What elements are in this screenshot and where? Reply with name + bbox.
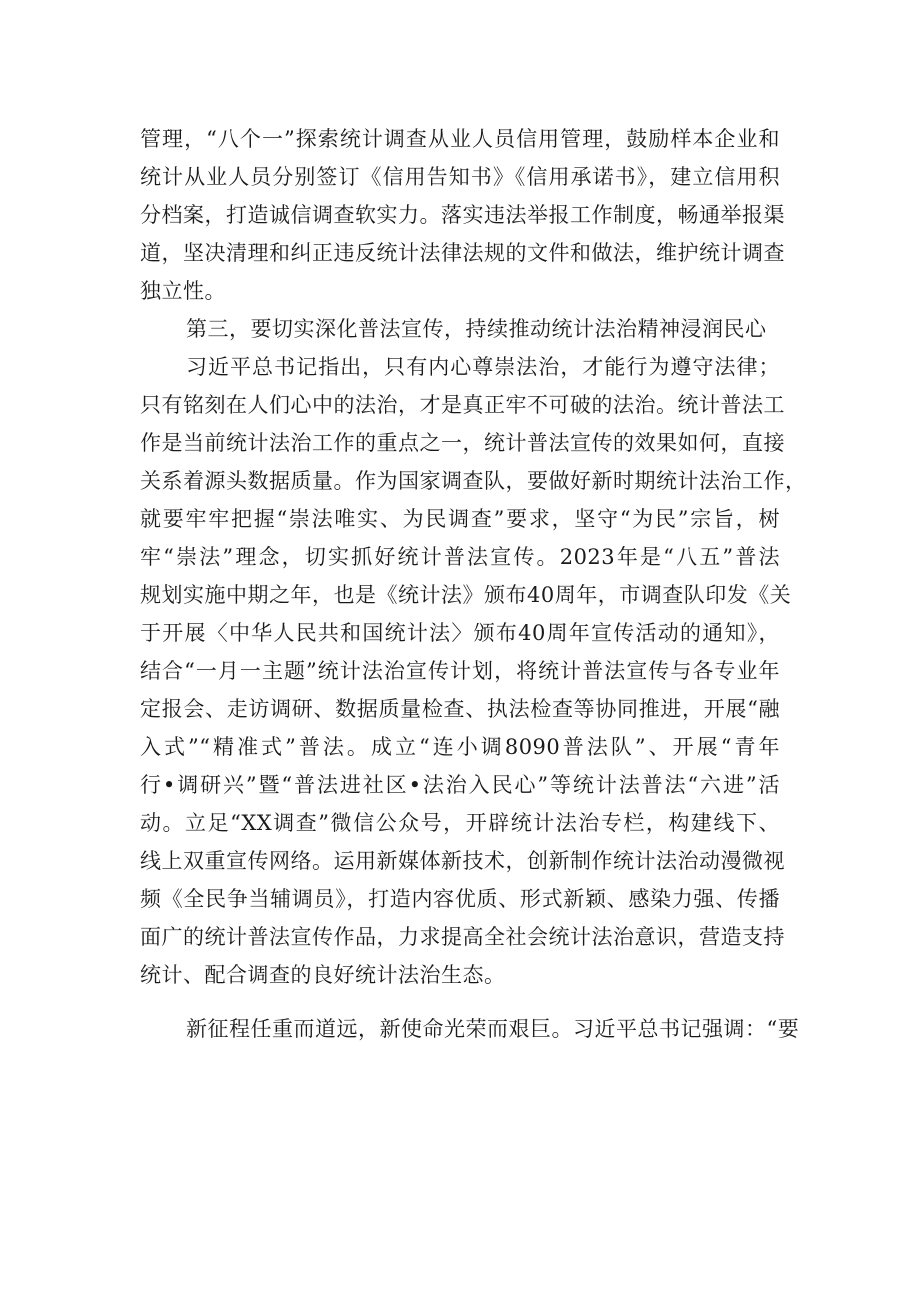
paragraph-line: 牢“崇法”理念，切实抓好统计普法宣传。2023年是“八五”普法 [140,545,780,569]
document-body [140,120,807,1048]
paragraph-spacer [140,994,780,1010]
paragraph-line: 定报会、走访调研、数据质量检查、执法检查等协同推进，开展“融 [140,697,780,721]
paragraph-line: 分档案，打造诚信调查软实力。落实违法举报工作制度，畅通举报渠 [140,203,785,227]
paragraph-line: 结合“一月一主题”统计法治宣传计划，将统计普法宣传与各专业年 [140,659,780,683]
paragraph-line: 面广的统计普法宣传作品，力求提高全社会统计法治意识，营造支持 [140,925,785,949]
paragraph-line: 新征程任重而道远，新使命光荣而艰巨。习近平总书记强调：“要 [186,1017,800,1041]
paragraph-line: 管理，“八个一”探索统计调查从业人员信用管理，鼓励样本企业和 [140,127,780,151]
paragraph-line: 线上双重宣传网络。运用新媒体新技术，创新制作统计法治动漫微视 [140,849,785,873]
paragraph-line: 统计从业人员分别签订《信用告知书》《信用承诺书》，建立信用积 [140,165,780,189]
paragraph-line: 行•调研兴”暨“普法进社区•法治入民心”等统计法普法“六进”活 [140,773,780,797]
paragraph-line: 入式”“精准式”普法。成立“连小调8090普法队”、开展“青年 [140,735,780,759]
paragraph-line: 独立性。 [140,279,226,303]
paragraph-line: 就要牢牢把握“崇法唯实、为民调查”要求，坚守“为民”宗旨，树 [140,507,780,531]
paragraph-line: 习近平总书记指出，只有内心尊崇法治，才能行为遵守法律； [186,355,780,379]
paragraph-line: 道，坚决清理和纠正违反统计法律法规的文件和做法，维护统计调查 [140,241,785,265]
paragraph-line: 频《全民争当辅调员》，打造内容优质、形式新颖、感染力强、传播 [140,887,780,911]
section-heading: 第三，要切实深化普法宣传，持续推动统计法治精神浸润民心 [186,317,767,341]
paragraph-line: 统计、配合调查的良好统计法治生态。 [140,963,506,987]
paragraph-line: 只有铭刻在人们心中的法治，才是真正牢不可破的法治。统计普法工 [140,393,785,417]
paragraph-credit-management [140,120,785,310]
paragraph-line: 作是当前统计法治工作的重点之一，统计普法宣传的效果如何，直接 [140,431,785,455]
paragraph-line: 规划实施中期之年，也是《统计法》颁布40周年，市调查队印发《关 [140,583,792,607]
paragraph-line: 于开展〈中华人民共和国统计法〉颁布40周年宣传活动的通知》， [140,621,780,645]
paragraph-line: 动。立足“XX调查”微信公众号，开辟统计法治专栏，构建线下、 [140,811,780,835]
paragraph-line: 关系着源头数据质量。作为国家调查队，要做好新时期统计法治工作， [140,469,807,493]
paragraph-legal-publicity [140,348,807,994]
paragraph-new-journey [140,1010,800,1048]
